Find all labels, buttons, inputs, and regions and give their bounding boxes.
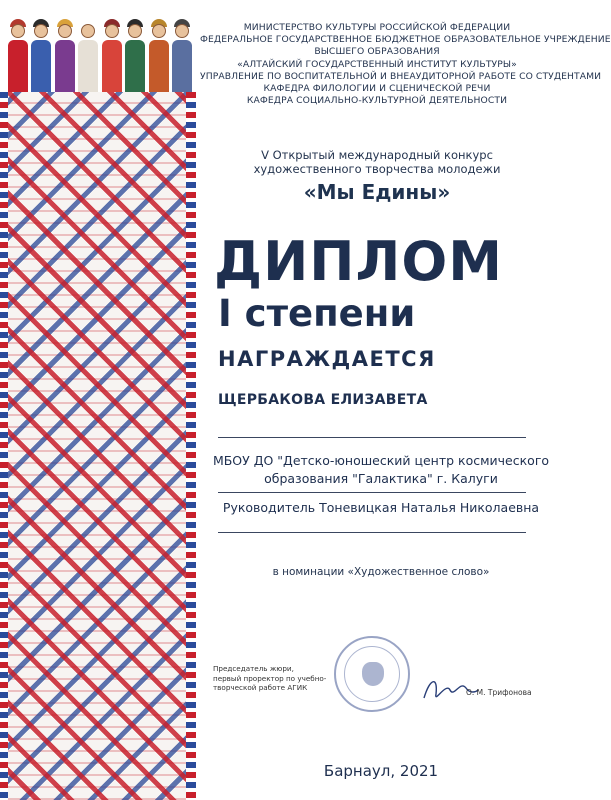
jury-chair-title <box>213 664 333 693</box>
person-figure <box>102 19 122 92</box>
header-line: «АЛТАЙСКИЙ ГОСУДАРСТВЕННЫЙ ИНСТИТУТ КУЛЬТУРЫ» <box>237 58 517 70</box>
person-figure <box>125 19 145 92</box>
emblem-icon <box>362 662 384 686</box>
divider-line <box>218 532 526 533</box>
person-figure <box>55 19 75 92</box>
jury-chair-line: Председатель жюри, <box>213 664 294 673</box>
ornament-band <box>0 92 196 800</box>
nomination: в номинации «Художественное слово» <box>272 566 490 578</box>
person-figure <box>31 19 51 92</box>
header-line: УПРАВЛЕНИЕ ПО ВОСПИТАТЕЛЬНОЙ И ВНЕАУДИТОРНОЙ РАБОТЕ СО СТУДЕНТАМИ <box>200 70 602 82</box>
jury-chair-line: первый проректор по учебно- <box>213 673 327 683</box>
people-illustration <box>0 0 200 92</box>
header-line: ВЫСШЕГО ОБРАЗОВАНИЯ <box>314 46 440 58</box>
recipient-name: ЩЕРБАКОВА ЕЛИЗАВЕТА <box>218 392 428 408</box>
person-figure <box>149 19 169 92</box>
contest-intro-line: V Открытый международный конкурс <box>261 148 493 162</box>
person-figure <box>8 19 28 92</box>
awarded-label: НАГРАЖДАЕТСЯ <box>218 347 436 371</box>
organization-line: МБОУ ДО "Детско-юношеский центр космического <box>212 453 550 468</box>
person-figure <box>172 19 192 92</box>
organization <box>200 452 562 488</box>
header-line: МИНИСТЕРСТВО КУЛЬТУРЫ РОССИЙСКОЙ ФЕДЕРАЦИИ <box>243 22 511 33</box>
diploma-degree: I степени <box>218 292 416 335</box>
header-line: КАФЕДРА ФИЛОЛОГИИ И СЦЕНИЧЕСКОЙ РЕЧИ <box>263 83 491 95</box>
contest-intro-line: художественного творчества молодежи <box>253 162 501 176</box>
institution-header <box>200 22 611 107</box>
ornament-edge <box>0 92 8 800</box>
supervisor: Руководитель Тоневицкая Наталья Николаевна <box>222 500 540 515</box>
diploma-title: ДИПЛОМ <box>214 230 503 293</box>
official-seal <box>334 636 410 712</box>
organization-line: образования "Галактика" г. Калуги <box>264 471 498 486</box>
contest-intro <box>200 148 554 176</box>
jury-chair-line: творческой работе АГИК <box>213 683 308 692</box>
signer-name: О. М. Трифонова <box>466 688 532 697</box>
divider-line <box>218 437 526 438</box>
header-line: КАФЕДРА СОЦИАЛЬНО-КУЛЬТУРНОЙ ДЕЯТЕЛЬНОСТИ <box>246 95 508 107</box>
header-line: ФЕДЕРАЛЬНОЕ ГОСУДАРСТВЕННОЕ БЮДЖЕТНОЕ ОБРАЗОВАТЕЛЬНОЕ УЧРЕЖДЕНИЕ <box>200 34 611 46</box>
divider-line <box>218 492 526 493</box>
place-date: Барнаул, 2021 <box>323 762 439 780</box>
person-figure <box>78 19 98 92</box>
contest-title: «Мы Едины» <box>303 180 451 204</box>
